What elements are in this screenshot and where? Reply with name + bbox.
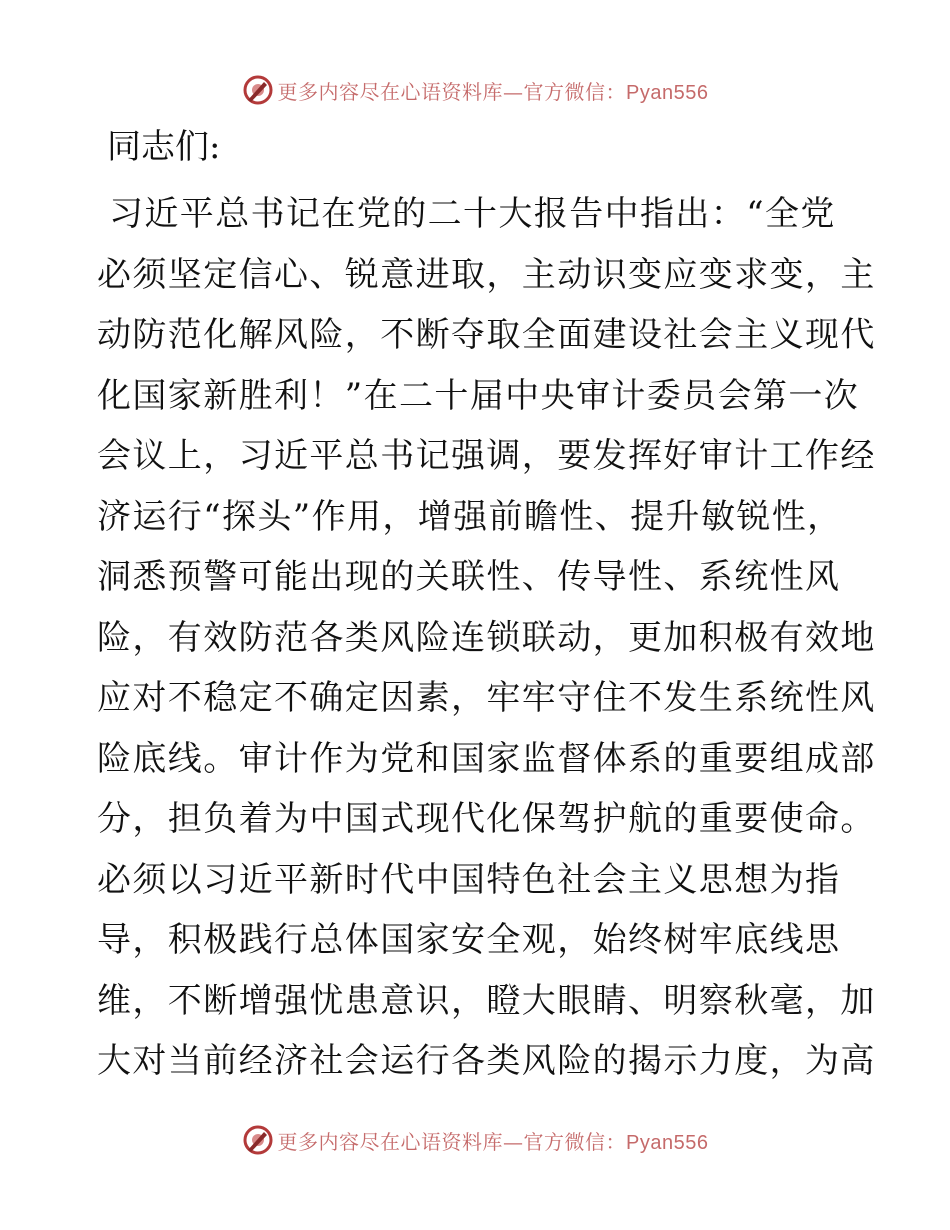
paragraph-line: 济运行“探头”作用，增强前瞻性、提升敏锐性， [97,496,843,537]
header-banner-label: 官方微信： [523,79,627,104]
paragraph [97,184,876,1092]
paragraph-line: 险，有效防范各类风险连锁联动，更加积极有效地 [97,617,876,658]
paragraph-line: 导，积极践行总体国家安全观，始终树牢底线思 [97,920,841,960]
paragraph-line: 应对不稳定不确定因素，牢牢守住不发生系统性风 [97,678,876,718]
footer-banner-label: 官方微信： [523,1129,627,1154]
footer-banner [0,1120,950,1160]
paragraph-line: 维，不断增强忧患意识，瞪大眼睛、明察秋毫，加 [97,980,876,1021]
brand-logo-icon [242,74,274,106]
header-banner-dash: — [503,79,524,104]
footer-banner-text [278,1126,709,1155]
header-banner [0,70,950,110]
paragraph-line: 洞悉预警可能出现的关联性、传导性、系统性风 [97,557,841,597]
paragraph-line: 习近平总书记在党的二十大报告中指出：“全党 [109,194,836,234]
header-banner-title: 更多内容尽在心语资料库 [277,79,504,104]
paragraph-line: 大对当前经济社会运行各类风险的揭示力度，为高 [97,1041,876,1081]
header-banner-text [278,76,709,105]
paragraph-line: 化国家新胜利！”在二十届中央审计委员会第一次 [97,375,860,416]
footer-banner-account: Pyan556 [626,1131,709,1154]
paragraph-line: 动防范化解风险，不断夺取全面建设社会主义现代 [97,315,876,355]
brand-logo-icon [242,1124,274,1156]
paragraph-line: 会议上，习近平总书记强调，要发挥好审计工作经 [97,436,876,476]
paragraph-line: 必须坚定信心、锐意进取，主动识变应变求变，主 [97,254,876,295]
header-banner-account: Pyan556 [626,81,709,104]
paragraph-line: 险底线。审计作为党和国家监督体系的重要组成部 [97,738,876,779]
footer-banner-dash: — [503,1129,524,1154]
salutation: 同志们: [107,127,221,167]
footer-banner-title: 更多内容尽在心语资料库 [277,1129,504,1154]
document-body [97,122,876,1092]
paragraph-line: 分，担负着为中国式现代化保驾护航的重要使命。 [97,799,876,839]
paragraph-line: 必须以习近平新时代中国特色社会主义思想为指 [97,859,841,900]
